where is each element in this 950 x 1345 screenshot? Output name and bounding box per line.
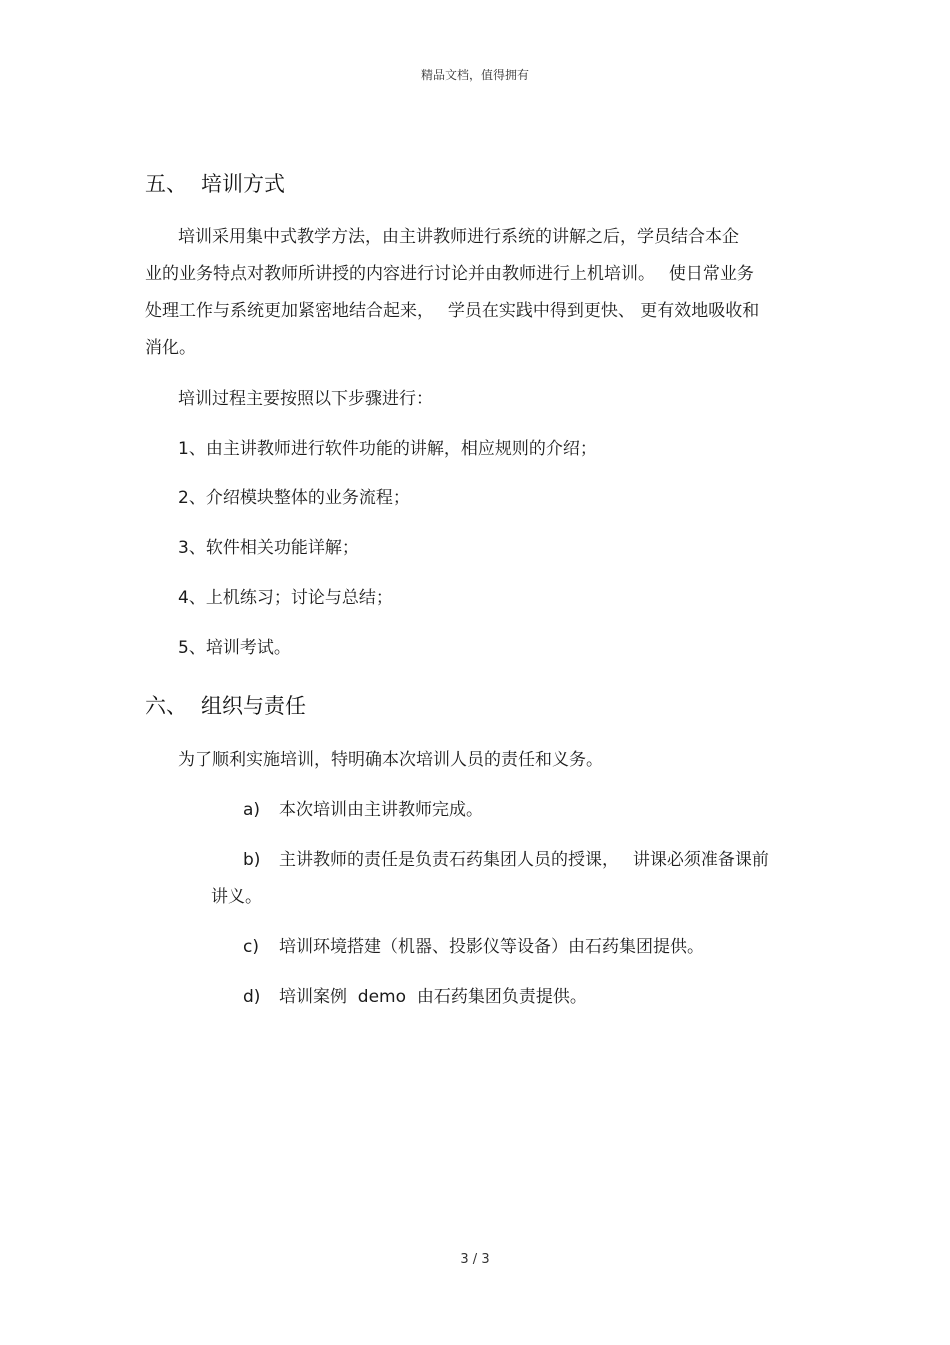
step-item: 2、介绍模块整体的业务流程； — [178, 488, 410, 508]
steps-intro: 培训过程主要按照以下步骤进行： — [178, 389, 433, 409]
section-number: 六、 — [145, 694, 187, 718]
list-item-b — [243, 850, 769, 870]
paragraph-line: 处理工作与系统更加紧密地结合起来， 学员在实践中得到更快、 更有效地吸收和 — [145, 301, 760, 321]
item-marker: d) — [243, 987, 261, 1007]
item-continuation: 讲义。 — [211, 887, 262, 907]
item-text: 培训案例 demo 由石药集团负责提供。 — [279, 987, 587, 1007]
list-item-a — [243, 800, 483, 820]
item-marker: b) — [243, 850, 261, 870]
page-number: 3 / 3 — [460, 1252, 490, 1267]
item-marker: c) — [243, 937, 259, 957]
section-heading-5 — [145, 168, 285, 198]
section-intro: 为了顺利实施培训，特明确本次培训人员的责任和义务。 — [178, 750, 603, 770]
step-item: 1、由主讲教师进行软件功能的讲解，相应规则的介绍； — [178, 439, 597, 459]
step-item: 3、软件相关功能详解； — [178, 538, 359, 558]
section-heading-6 — [145, 690, 306, 720]
list-item-c — [243, 937, 704, 957]
list-item-d — [243, 987, 587, 1007]
page-header: 精品文档，值得拥有 — [420, 68, 529, 82]
step-item: 5、培训考试。 — [178, 638, 291, 658]
section-title: 培训方式 — [201, 172, 285, 196]
section-title: 组织与责任 — [201, 694, 306, 718]
paragraph-line: 业的业务特点对教师所讲授的内容进行讨论并由教师进行上机培训。 使日常业务 — [145, 264, 754, 284]
paragraph-line: 培训采用集中式教学方法，由主讲教师进行系统的讲解之后，学员结合本企 — [178, 227, 739, 247]
paragraph-line: 消化。 — [145, 338, 196, 358]
item-text: 培训环境搭建（机器、投影仪等设备）由石药集团提供。 — [279, 937, 704, 957]
step-item: 4、上机练习；讨论与总结； — [178, 588, 393, 608]
item-text: 本次培训由主讲教师完成。 — [279, 800, 483, 820]
item-text: 主讲教师的责任是负责石药集团人员的授课， 讲课必须准备课前 — [279, 850, 769, 870]
section-number: 五、 — [145, 172, 187, 196]
item-marker: a) — [243, 800, 261, 820]
